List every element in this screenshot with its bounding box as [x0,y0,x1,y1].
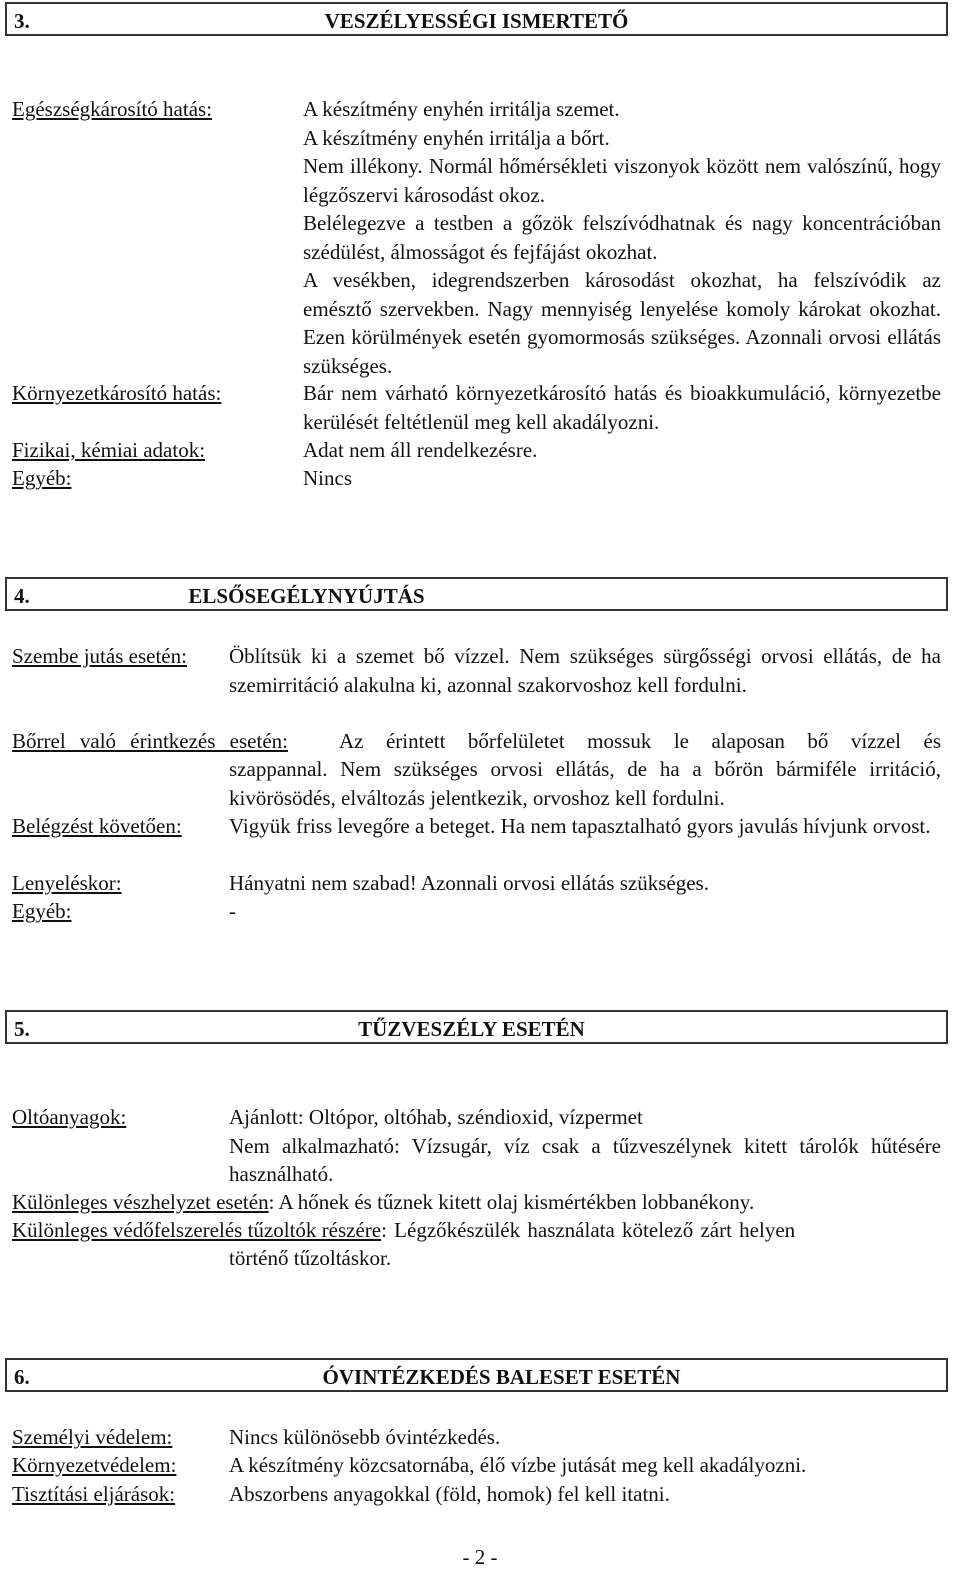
phys-chem-text: Adat nem áll rendelkezésre. [303,438,538,462]
ingestion-label: Lenyeléskor: [12,871,122,895]
skin-contact-label: Bőrrel való érintkezés esetén: [12,729,288,753]
section-title: ÓVINTÉZKEDÉS BALESET ESETÉN [322,1365,681,1389]
section-title: TŰZVESZÉLY ESETÉN [358,1017,585,1041]
eye-contact-text: Öblítsük ki a szemet bő vízzel. Nem szükséges sürgősségi orvosi ellátás, de ha szemirritáció alakulna ki, azonnal szakorvoshoz kell fordulni. [229,644,941,697]
section-4-header [5,577,948,611]
firefighter-ppe-text: : Légzőkészülék használata kötelező zárt helyen [381,1218,796,1242]
section-5-header [5,1010,948,1044]
other-text: - [229,899,236,923]
phys-chem-label: Fizikai, kémiai adatok: [12,438,206,462]
special-hazard-label: Különleges vészhelyzet esetén [12,1190,269,1214]
section-6-header [5,1358,948,1392]
section-3-header [5,2,948,36]
section-number: 5. [14,1017,30,1041]
extinguishing-text: Ajánlott: Oltópor, oltóhab, széndioxid, vízpermet Nem alkalmazható: Vízsugár, víz csak a tűzveszélynek kitett tárolók hűtésére használható. [229,1105,941,1186]
section-title: VESZÉLYESSÉGI ISMERTETŐ [324,9,629,33]
health-effect-text: A készítmény enyhén irritálja szemet. A készítmény enyhén irritálja a bőrt. Nem illékony. Normál hőmérsékleti viszonyok között nem valószínű, hogy légzőszervi károsodást okoz. Belélegezve a testben a gőzök felszívódhatnak és nagy koncentrációban szédülést, álmosságot és fejfájást okozhat. A vesékben, idegrendszerben károsodást okozhat, ha felszívódik az emésztő szervekben. Nagy mennyiség lenyelése komoly károkat okozhat. Ezen körülmények esetén gyomormosás szükséges. Azonnali orvosi ellátás szükséges. [303,97,941,378]
cleanup-text: Abszorbens anyagokkal (föld, homok) fel kell itatni. [229,1482,670,1506]
other-text: Nincs [303,466,352,490]
eye-contact-label: Szembe jutás esetén: [12,644,187,668]
firefighter-ppe-label: Különleges védőfelszerelés tűzoltók részére [12,1218,382,1242]
skin-contact-text-rest: szappannal. Nem szükséges orvosi ellátás, de ha a bőrön bármiféle irritáció, kivörösödés, elváltozás jelentkezik, orvoshoz kell fordulni. [229,757,941,810]
extinguishing-label: Oltóanyagok: [12,1105,127,1129]
firefighter-ppe-row [12,1216,941,1245]
other-label: Egyéb: [12,466,72,490]
other-label: Egyéb: [12,899,72,923]
special-hazard-row [12,1188,754,1217]
cleanup-label: Tisztítási eljárások: [12,1482,176,1506]
section-title: ELSŐSEGÉLYNYÚJTÁS [188,584,425,608]
skin-contact-text-first: Az érintett bőrfelületet mossuk le alaposan bő vízzel és [339,729,941,753]
section-number: 6. [14,1365,30,1389]
env-effect-label: Környezetkárosító hatás: [12,381,222,405]
section-number: 4. [14,584,30,608]
firefighter-ppe-text-rest: történő tűzoltáskor. [229,1246,392,1270]
env-protection-text: A készítmény közcsatornába, élő vízbe jutását meg kell akadályozni. [229,1453,807,1477]
inhalation-label: Belégzést követően: [12,814,182,838]
inhalation-text: Vigyük friss levegőre a beteget. Ha nem tapasztalható gyors javulás hívjunk orvost. [229,814,931,838]
ingestion-text: Hányatni nem szabad! Azonnali orvosi ellátás szükséges. [229,871,709,895]
env-effect-text: Bár nem várható környezetkárosító hatás és bioakkumuláció, környezetbe kerülését feltétlenül meg kell akadályozni. [303,381,941,434]
special-hazard-text: : A hőnek és tűznek kitett olaj kismértékben lobbanékony. [268,1190,755,1214]
page-number: - 2 - [462,1545,498,1569]
health-effect-label: Egészségkárosító hatás: [12,97,213,121]
personal-protection-text: Nincs különösebb óvintézkedés. [229,1425,501,1449]
section-number: 3. [14,9,30,33]
env-protection-label: Környezetvédelem: [12,1453,177,1477]
personal-protection-label: Személyi védelem: [12,1425,173,1449]
